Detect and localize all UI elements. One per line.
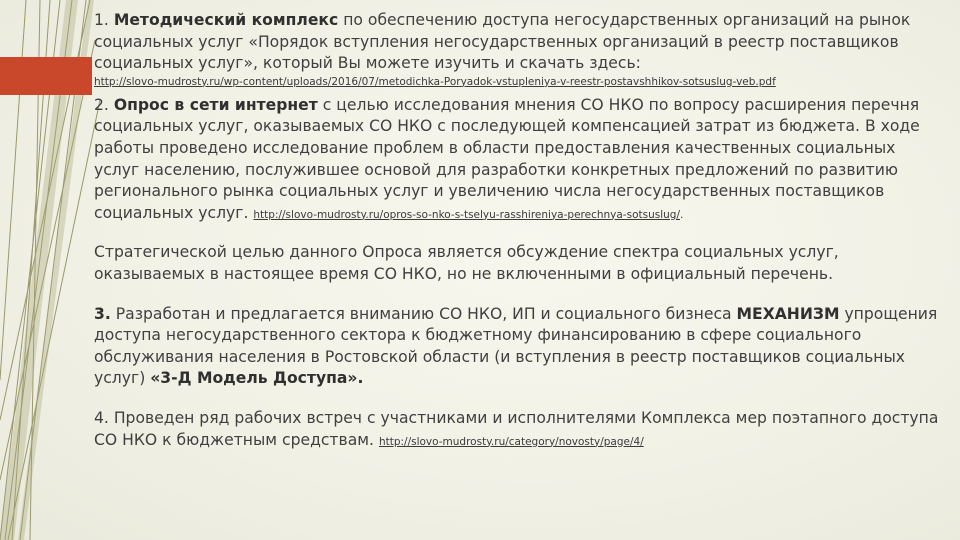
p2-bold: Опрос в сети интернет xyxy=(113,95,318,114)
p3-text: Стратегической целью данного Опроса является обсуждение спектра социальных услуг, оказываемых в настоящее время СО НКО, но не включенными в официальный перечень. xyxy=(94,243,839,283)
p2-number: 2. xyxy=(94,95,114,114)
paragraph-2 xyxy=(94,95,944,227)
p4-bold-model: «3-Д Модель Доступа». xyxy=(150,369,364,388)
p4-text: Разработан и предлагается вниманию СО НКО, ИП и социального бизнеса xyxy=(110,304,737,323)
paragraph-1 xyxy=(94,10,944,89)
p4-bold-mechanism: МЕХАНИЗМ xyxy=(736,304,840,323)
p2-after-link: . xyxy=(679,208,684,221)
paragraph-5 xyxy=(94,408,944,453)
stripe-line xyxy=(0,40,95,480)
p1-link[interactable]: http://slovo-mudrosty.ru/wp-content/uploads/2016/07/metodichka-Poryadok-vstupleniya-v-reestr-postavshhikov-sotsuslug-veb.pdf xyxy=(94,75,776,88)
paragraph-3 xyxy=(94,242,944,285)
p5-text: 4. Проведен ряд рабочих встреч с участниками и исполнителями Комплекса мер поэтапного доступа СО НКО к бюджетным средствам. xyxy=(94,408,939,449)
accent-bar xyxy=(0,57,92,95)
paragraph-4 xyxy=(94,304,944,390)
p4-text-2: упрощения доступа негосударственного сектора к бюджетному финансированию в сфере социального обслуживания населения в Ростовской области (и вступления в реестр поставщиков социальных услуг) xyxy=(94,304,938,388)
p1-bold: Методический комплекс xyxy=(113,11,339,29)
p5-link[interactable]: http://slovo-mudrosty.ru/category/novosty/page/4/ xyxy=(378,435,644,448)
slide-content xyxy=(94,10,944,453)
p1-number: 1. xyxy=(94,11,114,29)
p4-number: 3. xyxy=(94,304,111,323)
p1-text: по обеспечению доступа негосударственных организаций на рынок социальных услуг «Порядок вступления негосударственных организаций в реестр поставщиков социальных услуг», который Вы можете изучить и скачать здесь: xyxy=(94,11,911,73)
p2-text: с целью исследования мнения СО НКО по вопросу расширения перечня социальных услуг, оказываемых СО НКО с последующей компенсацией затрат из бюджета. В ходе работы проведено исследование проблем в области предоставления качественных социальных услуг населению, послужившее основой для разработки конкретных предложений по развитию регионального рынка социальных услуг и увеличению числа негосударственных поставщиков социальных услуг. xyxy=(94,95,920,222)
p2-link[interactable]: http://slovo-mudrosty.ru/opros-so-nko-s-tselyu-rasshireniya-perechnya-sotsuslug/ xyxy=(253,208,680,221)
